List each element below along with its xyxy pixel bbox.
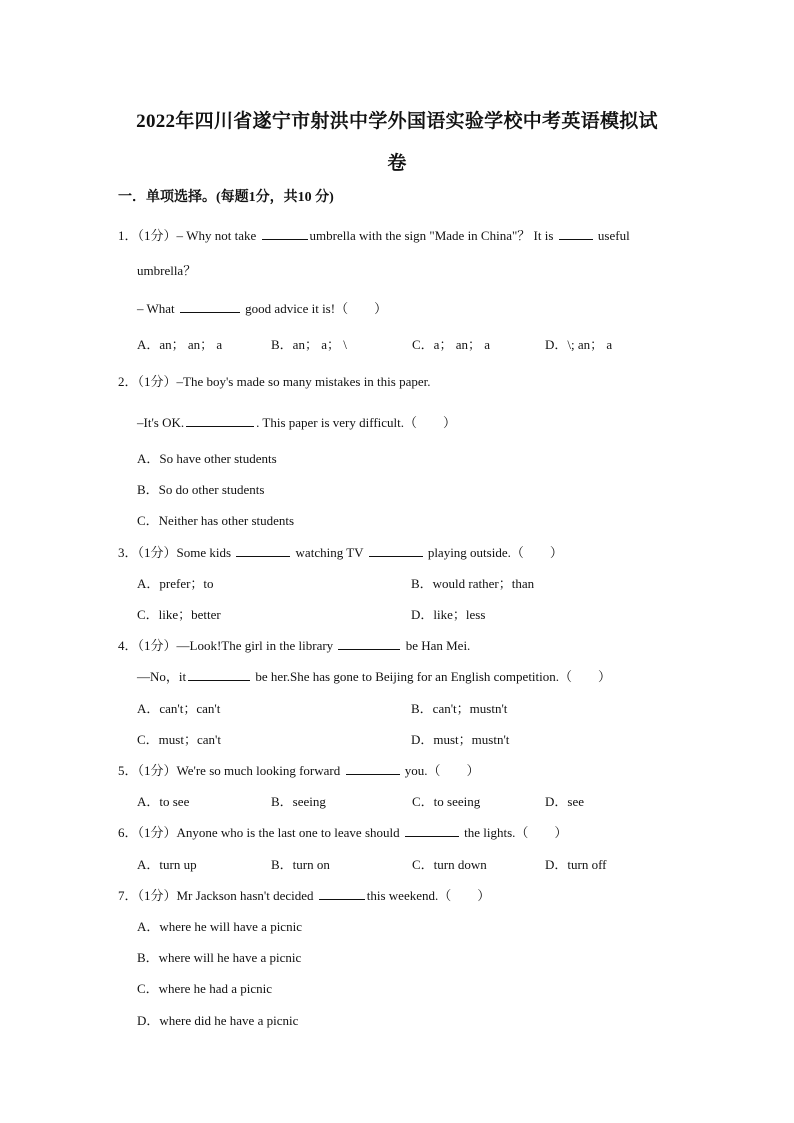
option-d[interactable]: D．must；mustn't: [411, 732, 510, 747]
question-7-option-b[interactable]: B．where will he have a picnic: [137, 950, 302, 965]
option-b[interactable]: B．turn on: [271, 857, 330, 872]
answer-blank: [180, 300, 240, 313]
answer-blank: [188, 668, 250, 681]
question-3-line1: 3．（1分）Some kids watching TV playing outside.（ ）: [118, 545, 563, 560]
option-c[interactable]: C．must；can't: [137, 732, 221, 747]
answer-blank: [319, 887, 365, 900]
answer-blank: [559, 227, 593, 240]
option-c[interactable]: C．like；better: [137, 607, 221, 622]
question-4-line2: —No，it be her.She has gone to Beijing for an English competition.（ ）: [137, 669, 612, 684]
question-7-line1: 7．（1分）Mr Jackson hasn't decided this weekend.（ ）: [118, 888, 491, 903]
option-b[interactable]: B．would rather；than: [411, 576, 535, 591]
exam-title-line2: 卷: [387, 153, 407, 174]
answer-blank: [369, 544, 423, 557]
option-d[interactable]: D．\; an； a: [545, 337, 613, 352]
option-c[interactable]: C．to seeing: [412, 794, 481, 809]
question-7-option-c[interactable]: C．where he had a picnic: [137, 981, 273, 996]
question-2-option-a[interactable]: A．So have other students: [137, 451, 277, 466]
option-b[interactable]: B．an； a； \: [271, 337, 347, 352]
option-d[interactable]: D．like；less: [411, 607, 486, 622]
option-d[interactable]: D．turn off: [545, 857, 607, 872]
question-4-line1: 4．（1分）—Look!The girl in the library be Han Mei.: [118, 638, 471, 653]
answer-blank: [186, 414, 254, 427]
answer-blank: [338, 637, 400, 650]
question-2-line2: –It's OK. . This paper is very difficult.（ ）: [137, 415, 457, 430]
question-1-line3: – What good advice it is!（ ）: [137, 301, 388, 316]
question-1-line2: umbrella？: [137, 263, 197, 278]
question-5-line1: 5．（1分）We're so much looking forward you.（ ）: [118, 763, 480, 778]
question-6-line1: 6．（1分）Anyone who is the last one to leave should the lights.（ ）: [118, 825, 568, 840]
option-b[interactable]: B．can't；mustn't: [411, 701, 508, 716]
option-d[interactable]: D．see: [545, 794, 584, 809]
answer-blank: [262, 227, 308, 240]
answer-blank: [236, 544, 290, 557]
question-7-option-a[interactable]: A．where he will have a picnic: [137, 919, 302, 934]
question-2-line1: 2．（1分）–The boy's made so many mistakes in this paper.: [118, 374, 431, 389]
question-7-option-d[interactable]: D．where did he have a picnic: [137, 1013, 299, 1028]
option-b[interactable]: B．seeing: [271, 794, 326, 809]
exam-title-line1: 2022年四川省遂宁市射洪中学外国语实验学校中考英语模拟试: [136, 111, 658, 132]
question-2-option-b[interactable]: B．So do other students: [137, 482, 265, 497]
section-heading: 一．单项选择。(每题1分，共10 分): [118, 190, 334, 205]
answer-blank: [346, 762, 400, 775]
option-a[interactable]: A．turn up: [137, 857, 197, 872]
option-a[interactable]: A．prefer；to: [137, 576, 214, 591]
answer-blank: [405, 824, 459, 837]
option-c[interactable]: C．a； an； a: [412, 337, 490, 352]
option-a[interactable]: A．an； an； a: [137, 337, 223, 352]
question-1-line1: 1．（1分）– Why not take umbrella with the sign "Made in China"？ It is useful: [118, 228, 630, 243]
option-a[interactable]: A．can't；can't: [137, 701, 221, 716]
option-a[interactable]: A．to see: [137, 794, 190, 809]
question-2-option-c[interactable]: C．Neither has other students: [137, 513, 295, 528]
option-c[interactable]: C．turn down: [412, 857, 487, 872]
